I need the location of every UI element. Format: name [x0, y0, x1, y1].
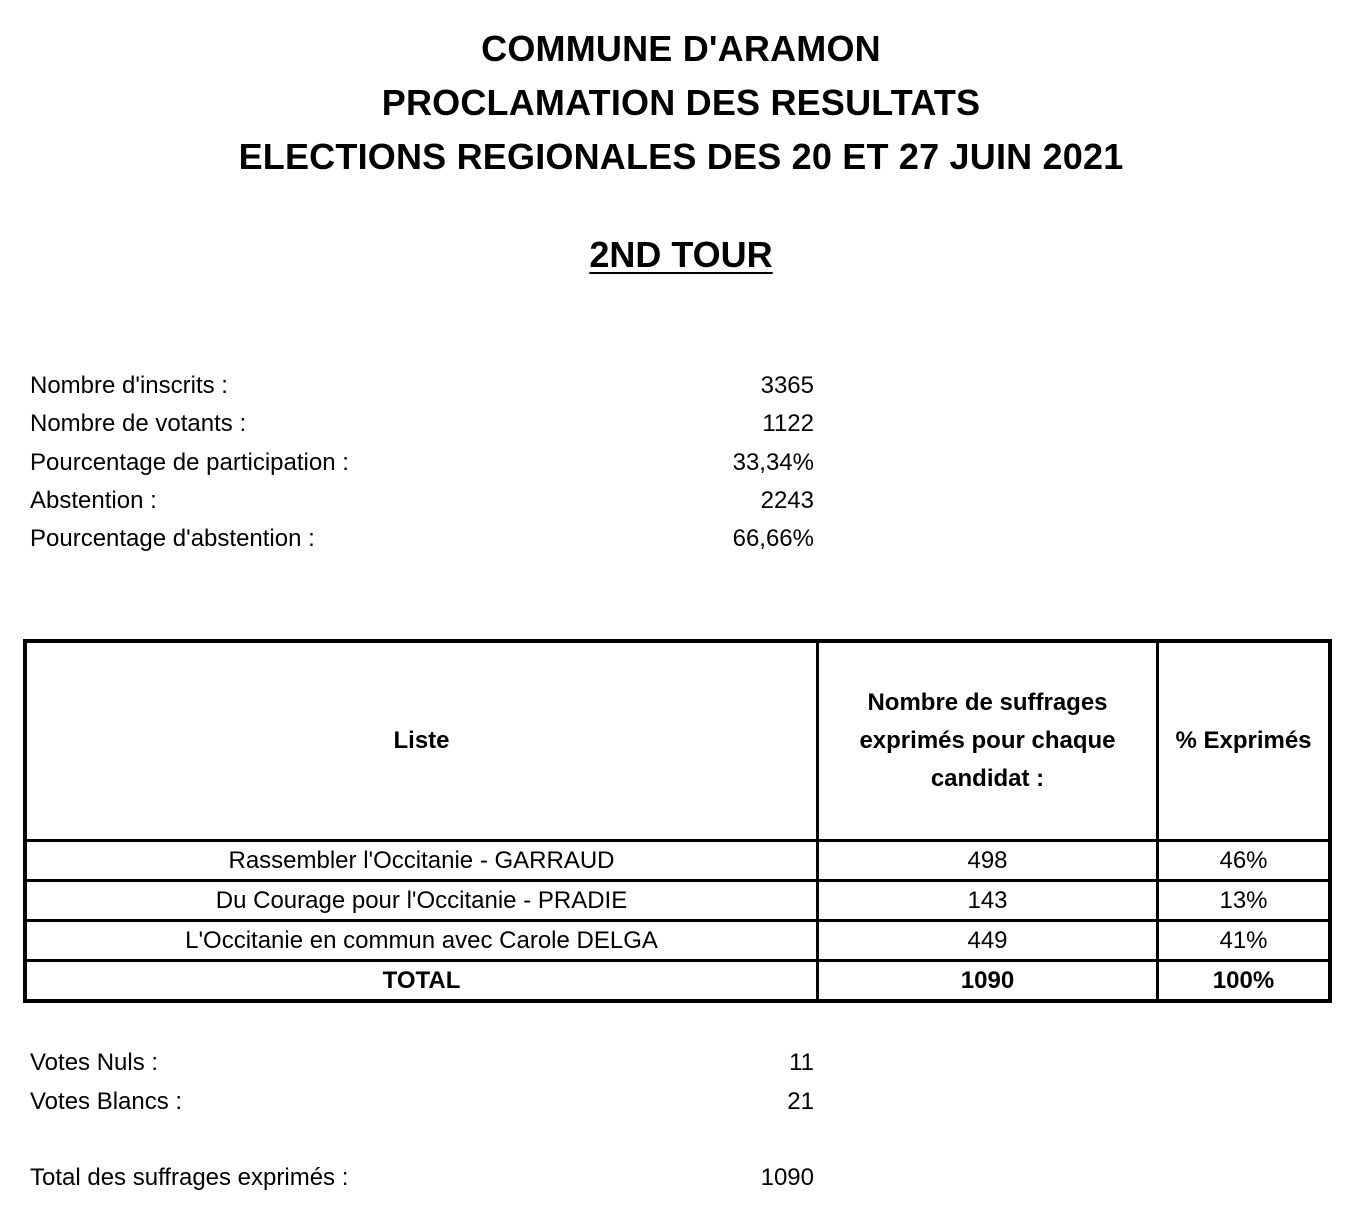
proclamation-title: PROCLAMATION DES RESULTATS [381, 82, 981, 123]
stat-value: 3365 [760, 372, 814, 399]
results-table [23, 639, 1332, 1003]
stat-row-participation [30, 444, 814, 482]
total-pct: 100% [1212, 967, 1275, 994]
cell-liste: L'Occitanie en commun avec Carole DELGA [27, 922, 819, 962]
elections-title: ELECTIONS REGIONALES DES 20 ET 27 JUIN 2021 [238, 136, 1124, 177]
stat-value: 33,34% [732, 449, 814, 476]
total-exprimes-row [30, 1159, 814, 1197]
cell-pct: 41% [1159, 922, 1328, 962]
stat-label: Pourcentage d'abstention : [30, 525, 315, 552]
table-row [27, 882, 1328, 922]
header-liste: Liste [27, 643, 819, 842]
stat-value: 2243 [760, 487, 814, 514]
cell-pct: 46% [1159, 842, 1328, 882]
stat-row-abstention [30, 482, 814, 520]
stat-label: Nombre de votants : [30, 410, 247, 437]
cell-suffrages: 143 [819, 882, 1159, 922]
stat-value: 1090 [760, 1164, 814, 1191]
cell-suffrages: 498 [819, 842, 1159, 882]
stat-row-inscrits [30, 367, 814, 405]
table-row [27, 842, 1328, 882]
cell-liste: Du Courage pour l'Occitanie - PRADIE [27, 882, 819, 922]
table-header-row [27, 643, 1328, 842]
header-pct-exprimes: % Exprimés [1159, 643, 1328, 842]
votes-nuls-row [30, 1044, 814, 1082]
cell-pct: 13% [1159, 882, 1328, 922]
total-suffrages: 1090 [819, 962, 1159, 999]
stat-label: Nombre d'inscrits : [30, 372, 228, 399]
stat-label: Total des suffrages exprimés : [30, 1164, 349, 1191]
header-suffrages: Nombre de suffrages exprimés pour chaque candidat : [819, 643, 1159, 842]
stat-row-pct-abstention [30, 520, 814, 558]
table-row [27, 922, 1328, 962]
stat-row-votants [30, 405, 814, 443]
cell-liste: Rassembler l'Occitanie - GARRAUD [27, 842, 819, 882]
stat-label: Pourcentage de participation : [30, 449, 349, 476]
votes-blancs-row [30, 1083, 814, 1121]
commune-title: COMMUNE D'ARAMON [481, 28, 881, 69]
stat-value: 66,66% [732, 525, 814, 552]
total-label: TOTAL [27, 962, 819, 999]
table-total-row [27, 962, 1328, 999]
document-title-block [0, 22, 1362, 184]
stat-label: Votes Nuls : [30, 1049, 159, 1076]
stat-value: 11 [789, 1049, 814, 1076]
stat-value: 1122 [762, 410, 814, 437]
stat-label: Abstention : [30, 487, 157, 514]
stat-value: 21 [787, 1088, 814, 1115]
stat-label: Votes Blancs : [30, 1088, 183, 1115]
tour-label: 2ND TOUR [589, 234, 773, 275]
tour-heading [0, 230, 1362, 280]
cell-suffrages: 449 [819, 922, 1159, 962]
